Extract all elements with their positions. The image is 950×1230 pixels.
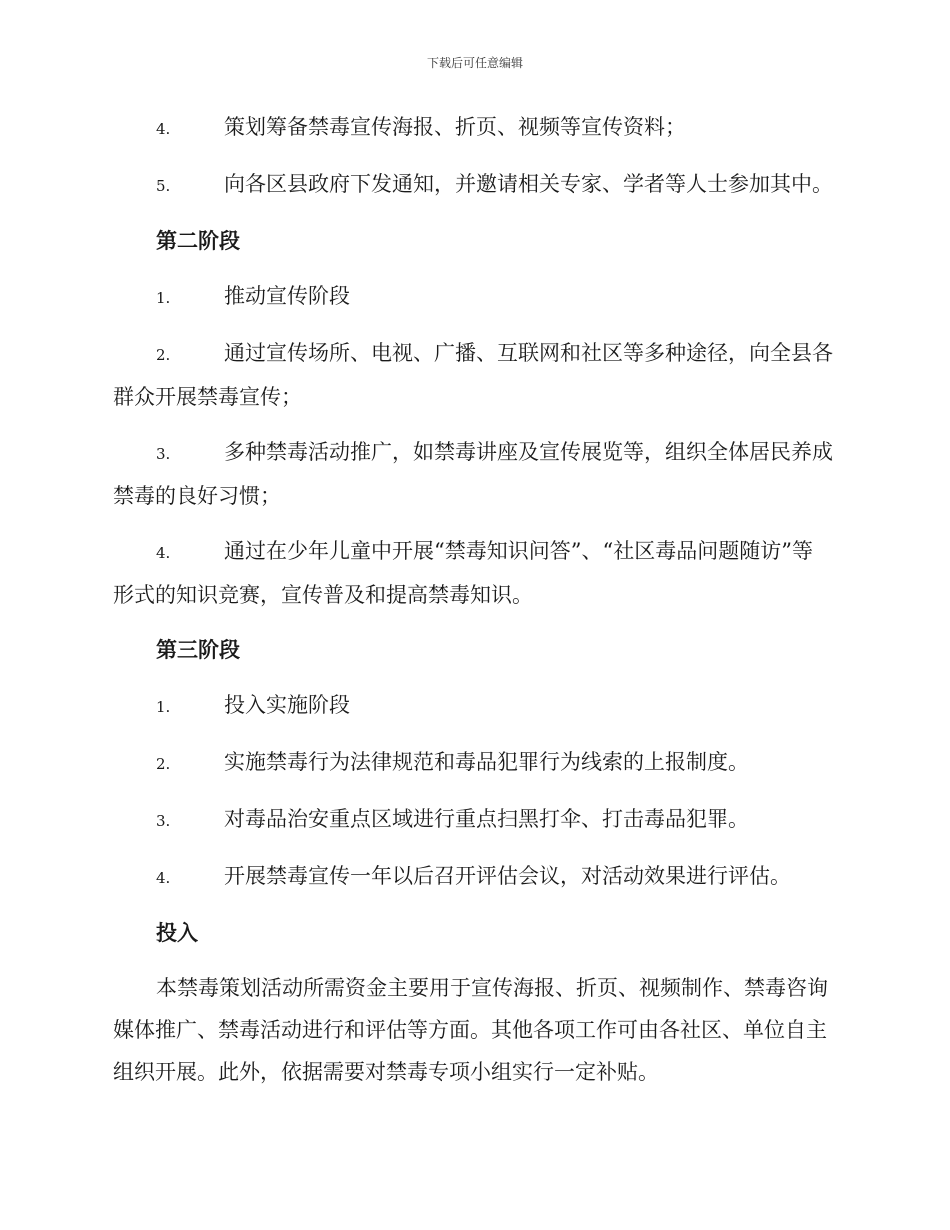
list-item-text: 投入实施阶段 xyxy=(224,693,350,717)
list-item-number: 5. xyxy=(156,177,171,195)
list-item xyxy=(113,684,833,728)
list-item-text: 开展禁毒宣传一年以后召开评估会议，对活动效果进行评估。 xyxy=(224,864,791,888)
list-item-number: 3. xyxy=(156,812,171,830)
section-heading: 投入 xyxy=(156,920,198,945)
list-item-number: 3. xyxy=(156,445,171,463)
list-item xyxy=(113,275,833,319)
list-item-number: 2. xyxy=(156,346,171,364)
document-body xyxy=(113,106,833,1106)
list-item xyxy=(113,163,833,207)
list-item-text: 推动宣传阶段 xyxy=(224,284,350,308)
list-item xyxy=(113,106,833,150)
list-item-text: 实施禁毒行为法律规范和毒品犯罪行为线索的上报制度。 xyxy=(224,750,749,774)
section-heading: 第二阶段 xyxy=(156,228,240,253)
list-item xyxy=(113,332,833,418)
list-item xyxy=(113,530,833,616)
list-item xyxy=(113,431,833,517)
list-item-text: 通过宣传场所、电视、广播、互联网和社区等多种途径，向全县各群众开展禁毒宣传； xyxy=(113,341,833,409)
body-paragraph: 本禁毒策划活动所需资金主要用于宣传海报、折页、视频制作、禁毒咨询媒体推广、禁毒活动进行和评估等方面。其他各项工作可由各社区、单位自主组织开展。此外，依据需要对禁毒专项小组实行一定补贴。 xyxy=(113,976,828,1084)
list-item-number: 2. xyxy=(156,755,171,773)
list-item-number: 1. xyxy=(156,698,171,716)
list-item-text: 策划筹备禁毒宣传海报、折页、视频等宣传资料； xyxy=(224,115,686,139)
list-item-text: 向各区县政府下发通知，并邀请相关专家、学者等人士参加其中。 xyxy=(224,172,833,196)
list-item-number: 1. xyxy=(156,289,171,307)
list-item xyxy=(113,855,833,899)
list-item-number: 4. xyxy=(156,869,171,887)
list-item-number: 4. xyxy=(156,120,171,138)
list-item-text: 多种禁毒活动推广，如禁毒讲座及宣传展览等，组织全体居民养成禁毒的良好习惯； xyxy=(113,440,833,508)
list-item-text: 对毒品治安重点区域进行重点扫黑打伞、打击毒品犯罪。 xyxy=(224,807,749,831)
list-item-number: 4. xyxy=(156,544,171,562)
header-note: 下载后可任意编辑 xyxy=(426,56,523,70)
list-item-text: 通过在少年儿童中开展“禁毒知识问答”、“社区毒品问题随访”等形式的知识竞赛，宣传普及和提高禁毒知识。 xyxy=(113,539,813,607)
list-item xyxy=(113,741,833,785)
list-item xyxy=(113,798,833,842)
section-heading: 第三阶段 xyxy=(156,637,240,662)
